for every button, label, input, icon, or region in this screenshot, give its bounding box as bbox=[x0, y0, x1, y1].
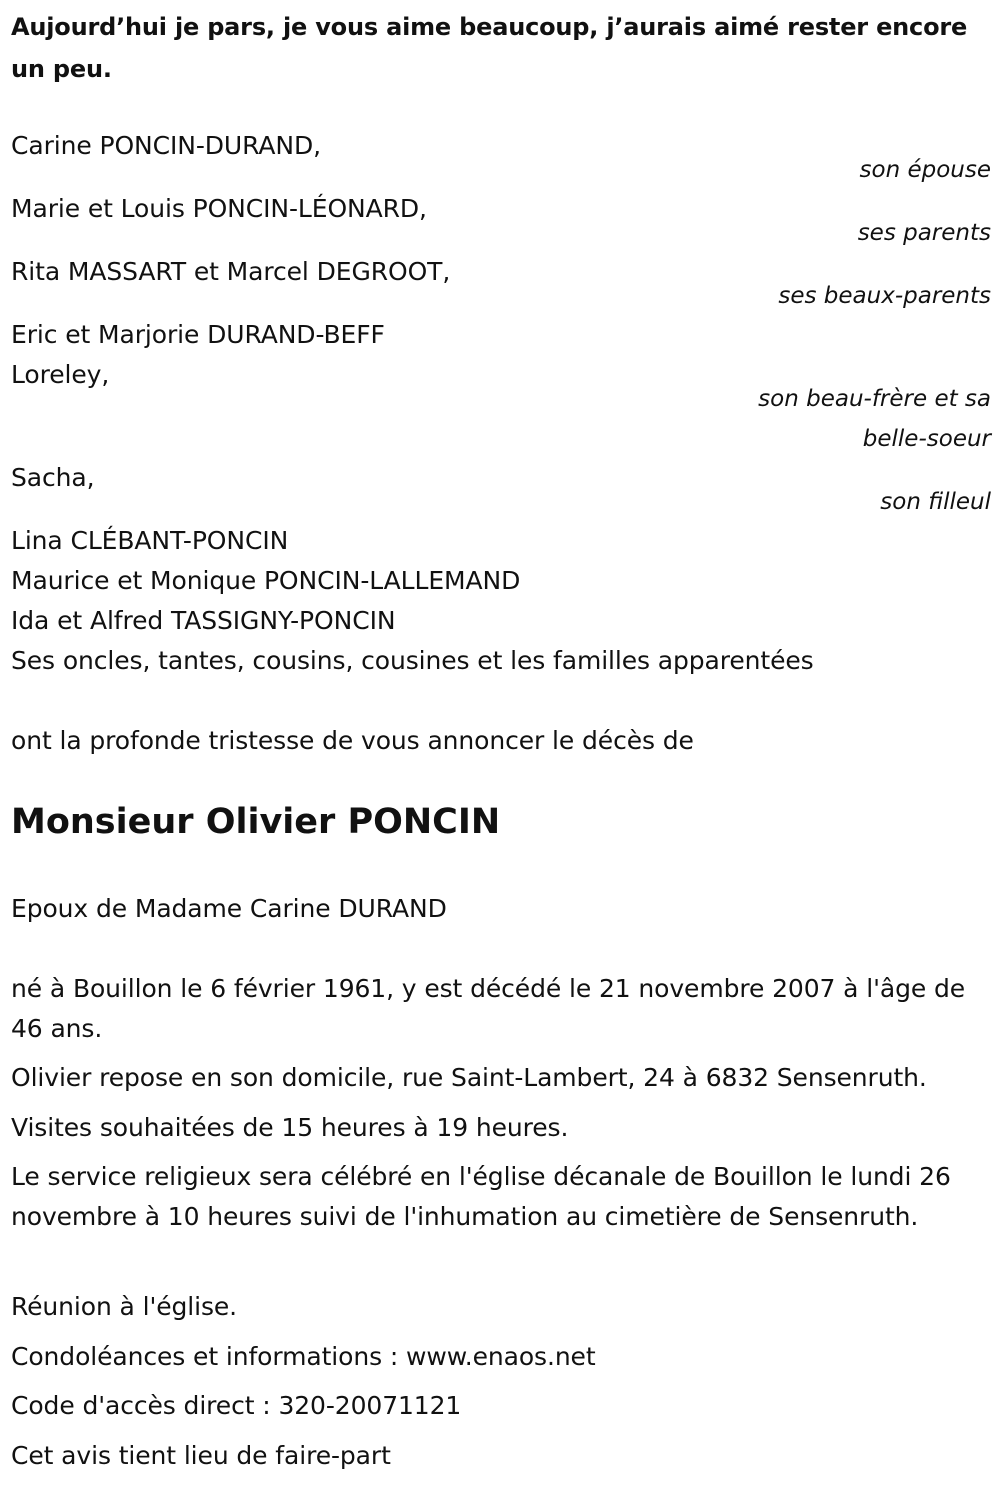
meeting-text: Réunion à l'église. bbox=[11, 1292, 238, 1321]
announcement-text: ont la profonde tristesse de vous annoncer le décès de bbox=[11, 726, 694, 755]
spouse-line: Epoux de Madame Carine DURAND bbox=[11, 894, 447, 923]
condolences-text: Condoléances et informations : www.enaos.net bbox=[11, 1342, 596, 1371]
relative-line: Ida et Alfred TASSIGNY-PONCIN bbox=[11, 606, 396, 635]
service-text: Le service religieux sera célébré en l'église décanale de Bouillon le lundi 26 novembre à 10 heures suivi de l'inhumation au cimetière de Sensenruth. bbox=[11, 1162, 951, 1231]
intro-quote: Aujourd’hui je pars, je vous aime beaucoup, j’aurais aimé rester encore un peu. bbox=[11, 13, 968, 83]
family-role-spouse: son épouse bbox=[859, 157, 991, 183]
family-role-parents-in-law: ses beaux-parents bbox=[778, 283, 991, 309]
relative-line: Lina CLÉBANT-PONCIN bbox=[11, 526, 289, 555]
family-name-siblings-in-law-2: Loreley, bbox=[11, 360, 110, 389]
deceased-name: Monsieur Olivier PONCIN bbox=[11, 802, 501, 842]
rest-location-text: Olivier repose en son domicile, rue Saint-Lambert, 24 à 6832 Sensenruth. bbox=[11, 1063, 927, 1092]
relative-line: Maurice et Monique PONCIN-LALLEMAND bbox=[11, 566, 521, 595]
family-name-parents: Marie et Louis PONCIN-LÉONARD, bbox=[11, 194, 427, 223]
birth-death-text: né à Bouillon le 6 février 1961, y est décédé le 21 novembre 2007 à l'âge de 46 ans. bbox=[11, 974, 966, 1043]
family-role-godson: son filleul bbox=[880, 489, 991, 515]
access-code-text: Code d'accès direct : 320-20071121 bbox=[11, 1391, 462, 1420]
notice-text: Cet avis tient lieu de faire-part bbox=[11, 1441, 391, 1470]
family-name-siblings-in-law: Eric et Marjorie DURAND-BEFF bbox=[11, 320, 385, 349]
family-role-siblings-in-law: son beau-frère et sa bbox=[758, 386, 991, 412]
family-name-godson: Sacha, bbox=[11, 463, 95, 492]
relative-line: Ses oncles, tantes, cousins, cousines et les familles apparentées bbox=[11, 646, 814, 675]
family-role-parents: ses parents bbox=[857, 220, 991, 246]
family-name-parents-in-law: Rita MASSART et Marcel DEGROOT, bbox=[11, 257, 451, 286]
family-name-spouse: Carine PONCIN-DURAND, bbox=[11, 131, 321, 160]
visits-text: Visites souhaitées de 15 heures à 19 heures. bbox=[11, 1113, 569, 1142]
family-role-siblings-in-law-2: belle-soeur bbox=[862, 426, 991, 452]
